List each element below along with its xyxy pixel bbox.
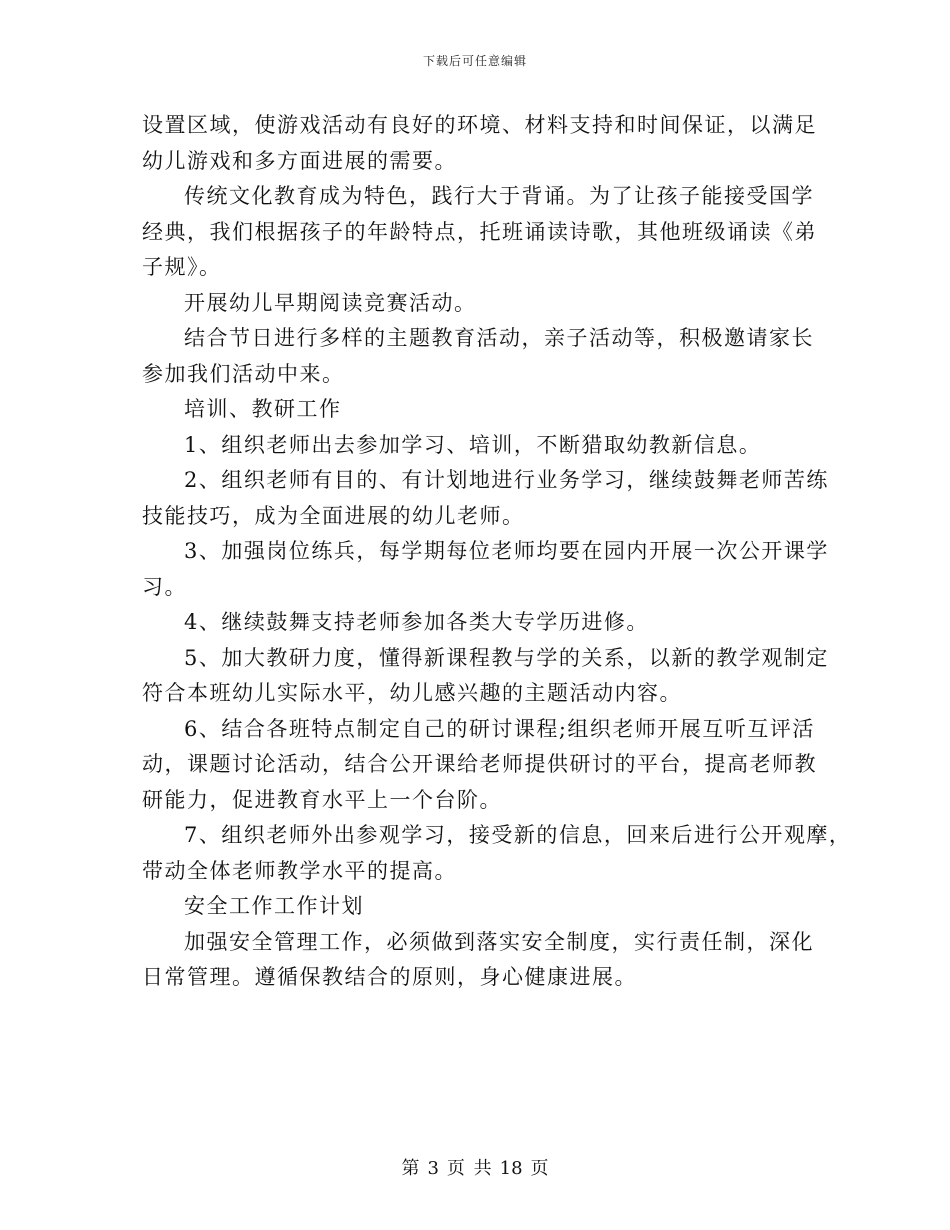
text-line: 带动全体老师教学水平的提高。: [142, 858, 457, 883]
text-line: 日常管理。遵循保教结合的原则，身心健康进展。: [142, 965, 637, 989]
text-line: 习。: [142, 574, 187, 599]
text-line: 动，课题讨论活动，结合公开课给老师提供研讨的平台，提高老师教: [142, 752, 817, 776]
text-line: 设置区域，使游戏活动有良好的环境、材料支持和时间保证，以满足: [142, 113, 817, 137]
document-body: [142, 108, 852, 996]
list-item: 7、组织老师外出参观学习，接受新的信息，回来后进行公开观摩，: [184, 823, 852, 847]
text-line: 研能力，促进教育水平上一个台阶。: [142, 787, 502, 812]
list-item: 1、组织老师出去参加学习、培训，不断猎取幼教新信息。: [184, 432, 762, 457]
paragraph-start: 传统文化教育成为特色，践行大于背诵。为了让孩子能接受国学: [184, 184, 814, 208]
section-heading: 培训、教研工作: [184, 397, 342, 421]
text-line: 幼儿游戏和多方面进展的需要。: [142, 148, 457, 173]
footer-middle: 页 共: [446, 1158, 492, 1179]
text-line: 参加我们活动中来。: [142, 361, 345, 386]
text-line: 技能技巧，成为全面进展的幼儿老师。: [142, 503, 525, 528]
paragraph-start: 结合节日进行多样的主题教育活动，亲子活动等，积极邀请家长: [184, 326, 814, 350]
paragraph-start: 加强安全管理工作，必须做到落实安全制度，实行责任制，深化: [184, 929, 814, 954]
section-heading: 安全工作工作计划: [184, 894, 364, 918]
list-item: 5、加大教研力度，懂得新课程教与学的关系，以新的教学观制定: [184, 645, 829, 670]
text-line: 经典，我们根据孩子的年龄特点，托班诵读诗歌，其他班级诵读《弟: [142, 219, 817, 244]
text-line: 子规》。: [142, 255, 222, 279]
total-pages: 18: [499, 1158, 523, 1179]
list-item: 2、组织老师有目的、有计划地进行业务学习，继续鼓舞老师苦练: [184, 468, 829, 492]
text-line: 符合本班幼儿实际水平，幼儿感兴趣的主题活动内容。: [142, 681, 682, 705]
footer-prefix: 第: [401, 1158, 420, 1179]
list-item: 4、继续鼓舞支持老师参加各类大专学历进修。: [184, 610, 649, 634]
paragraph-start: 开展幼儿早期阅读竞赛活动。: [184, 290, 477, 315]
list-item: 3、加强岗位练兵，每学期每位老师均要在园内开展一次公开课学: [184, 539, 829, 563]
page-number: 3: [427, 1158, 439, 1179]
list-item: 6、结合各班特点制定自己的研讨课程;组织老师开展互听互评活: [184, 716, 815, 741]
page-header: 下载后可任意编辑: [422, 54, 527, 68]
footer-suffix: 页: [530, 1158, 549, 1179]
page-footer: [0, 1154, 950, 1180]
